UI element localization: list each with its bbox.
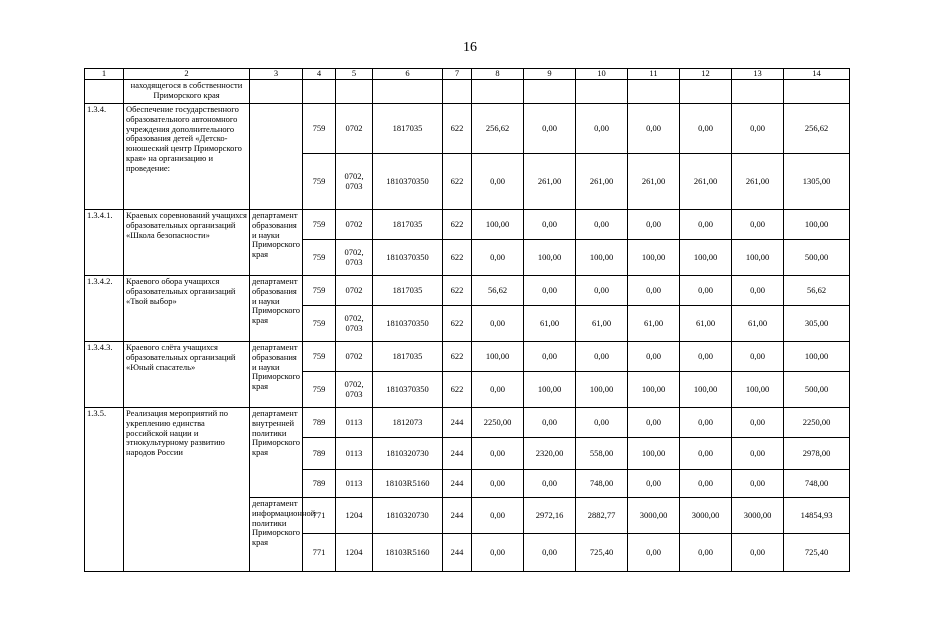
header-cell: 7 — [443, 69, 472, 80]
table-row: 1.3.4.1. Краевых соревнований учащихся образовательных организаций «Школа безопасности» департамент образования и науки Приморского края 759 0702 1817035 622 100,00 0,00 0,00 0,00 0,00 0,00 100,00 — [85, 210, 850, 240]
table-row: 1.3.5. Реализация мероприятий по укреплению единства российской нации и этнокультурному развитию народов России департамент внутренней политики Приморского края 789 0113 1812073 244 2250,00 0,00 0,00 0,00 0,00 0,00 2250,00 — [85, 408, 850, 438]
row-code: 1.3.4.3. — [85, 342, 124, 408]
table-row: 1.3.4.3. Краевого слёта учащихся образовательных организаций «Юный спасатель» департамент образования и науки Приморского края 759 0702 1817035 622 100,00 0,00 0,00 0,00 0,00 0,00 100,00 — [85, 342, 850, 372]
table-row: департамент информационной политики Приморского края 771 1204 1810320730 244 0,00 2972,16 2882,77 3000,00 3000,00 3000,00 14854,93 — [85, 498, 850, 534]
page-number: 16 — [463, 40, 477, 55]
header-cell: 4 — [303, 69, 336, 80]
row-name: Реализация мероприятий по укреплению единства российской нации и этнокультурному развитию народов России — [124, 408, 250, 572]
row-name: Краевых соревнований учащихся образовательных организаций «Школа безопасности» — [124, 210, 250, 276]
header-cell: 12 — [680, 69, 732, 80]
table-row: 789 0113 18103R5160 244 0,00 0,00 748,00 0,00 0,00 0,00 748,00 — [85, 470, 850, 498]
row-code: 1.3.4.1. — [85, 210, 124, 276]
row-name: Краевого слёта учащихся образовательных организаций «Юный спасатель» — [124, 342, 250, 408]
header-cell: 14 — [784, 69, 850, 80]
row-code: 1.3.5. — [85, 408, 124, 572]
budget-table — [84, 68, 850, 572]
header-cell: 5 — [336, 69, 373, 80]
header-cell: 11 — [628, 69, 680, 80]
continuation-text: находящегося в собственности Приморского края — [124, 80, 250, 104]
row-name: Краевого обора учащихся образовательных организаций «Твой выбор» — [124, 276, 250, 342]
row-dept: департамент образования и науки Приморского края — [250, 210, 303, 276]
header-cell: 3 — [250, 69, 303, 80]
row-dept: департамент информационной политики Приморского края — [250, 498, 303, 572]
table-row: 789 0113 1810320730 244 0,00 2320,00 558,00 100,00 0,00 0,00 2978,00 — [85, 438, 850, 470]
table-row: 759 0702, 0703 1810370350 622 0,00 100,00 100,00 100,00 100,00 100,00 500,00 — [85, 240, 850, 276]
row-code: 1.3.4. — [85, 104, 124, 210]
header-cell: 6 — [373, 69, 443, 80]
table-row: 759 0702, 0703 1810370350 622 0,00 261,00 261,00 261,00 261,00 261,00 1305,00 — [85, 154, 850, 210]
table-row: 759 0702, 0703 1810370350 622 0,00 100,00 100,00 100,00 100,00 100,00 500,00 — [85, 372, 850, 408]
header-cell: 9 — [524, 69, 576, 80]
table-row: 759 0702, 0703 1810370350 622 0,00 61,00 61,00 61,00 61,00 61,00 305,00 — [85, 306, 850, 342]
row-dept: департамент образования и науки Приморского края — [250, 276, 303, 342]
row-dept: департамент внутренней политики Приморского края — [250, 408, 303, 498]
row-dept — [250, 104, 303, 210]
table-row: 771 1204 18103R5160 244 0,00 0,00 725,40 0,00 0,00 0,00 725,40 — [85, 534, 850, 572]
header-cell: 13 — [732, 69, 784, 80]
header-cell: 8 — [472, 69, 524, 80]
row-code: 1.3.4.2. — [85, 276, 124, 342]
table-row: 1.3.4. Обеспечение государственного образовательного автономного учреждения дополнительного образования детей «Детско-юношеский центр Приморского края» на организацию и проведение: 759 0702 1817035 622 256,62 0,00 0,00 0,00 0,00 0,00 256,62 — [85, 104, 850, 154]
header-cell: 10 — [576, 69, 628, 80]
table-row — [85, 80, 850, 104]
row-dept: департамент образования и науки Приморского края — [250, 342, 303, 408]
table-header-row — [85, 69, 850, 80]
table-row: 1.3.4.2. Краевого обора учащихся образовательных организаций «Твой выбор» департамент образования и науки Приморского края 759 0702 1817035 622 56,62 0,00 0,00 0,00 0,00 0,00 56,62 — [85, 276, 850, 306]
header-cell: 1 — [85, 69, 124, 80]
row-name: Обеспечение государственного образовательного автономного учреждения дополнительного образования детей «Детско-юношеский центр Приморского края» на организацию и проведение: — [124, 104, 250, 210]
header-cell: 2 — [124, 69, 250, 80]
